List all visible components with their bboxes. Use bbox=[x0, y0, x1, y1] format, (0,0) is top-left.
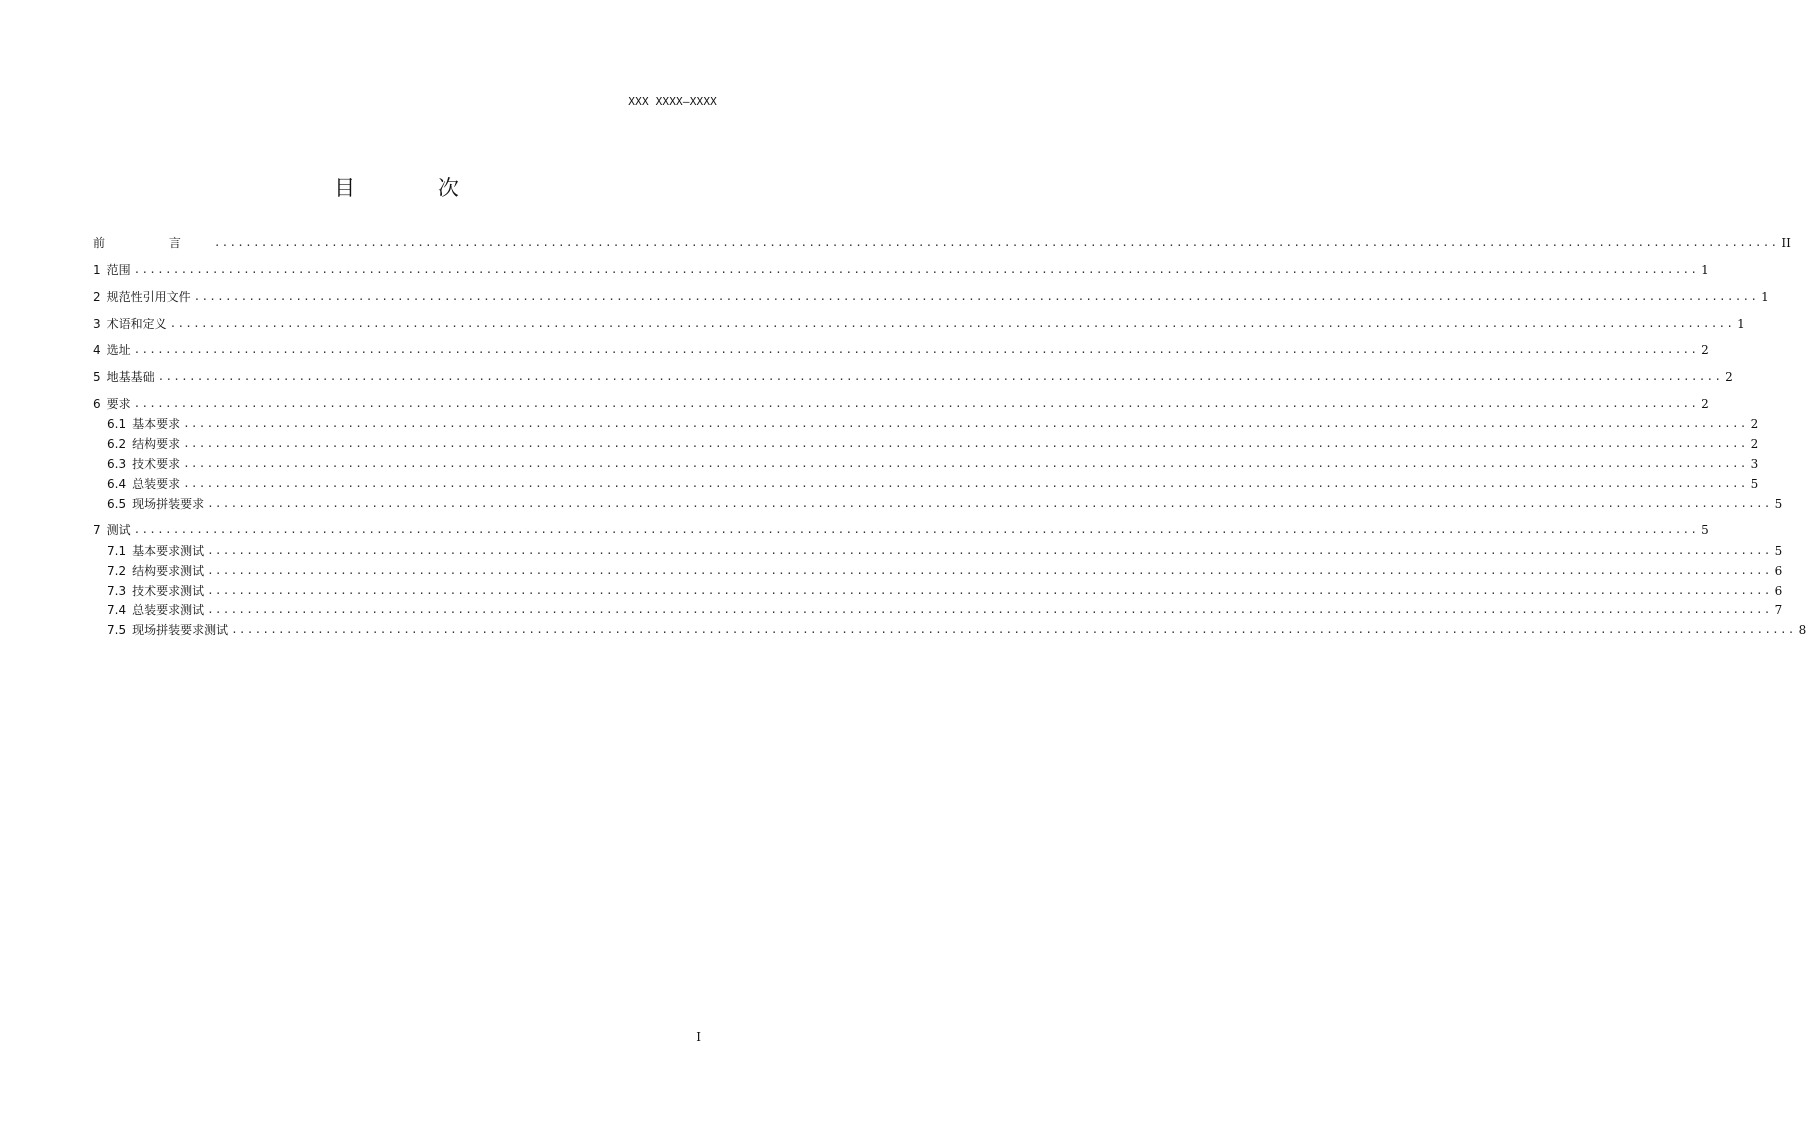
toc-entry[interactable] bbox=[107, 562, 1783, 578]
toc-entry[interactable] bbox=[93, 395, 1709, 411]
toc-leader-dots: ........................................................................................................................................................................................................ bbox=[231, 623, 1796, 636]
toc-entry-label: 要求 bbox=[106, 397, 131, 411]
toc-entry-label: 结构要求测试 bbox=[132, 564, 205, 578]
toc-entry-page: 6 bbox=[1774, 584, 1783, 598]
toc-entry[interactable] bbox=[107, 582, 1783, 598]
toc-entry[interactable] bbox=[93, 288, 1769, 304]
toc-entry-number: 5 bbox=[93, 370, 101, 384]
toc-entry-number: 1 bbox=[93, 263, 101, 277]
toc-entry-label: 范围 bbox=[106, 263, 131, 277]
toc-leader-dots: ........................................................................................................................................................................................................ bbox=[183, 417, 1748, 430]
toc-entry-number: 3 bbox=[93, 317, 101, 331]
toc-entry-number: 6 bbox=[93, 397, 101, 411]
toc-entry-page: 3 bbox=[1750, 457, 1759, 471]
toc-entry[interactable] bbox=[93, 341, 1709, 357]
toc-leader-dots: ........................................................................................................................................................................................................ bbox=[133, 263, 1699, 276]
toc-entry[interactable] bbox=[93, 261, 1709, 277]
toc-entry-label: 技术要求测试 bbox=[132, 584, 205, 598]
toc-leader-dots: ........................................................................................................................................................................................................ bbox=[213, 236, 1779, 249]
toc-entry[interactable] bbox=[107, 542, 1783, 558]
toc-leader-dots: ........................................................................................................................................................................................................ bbox=[207, 544, 1772, 557]
toc-entry-number: 2 bbox=[93, 290, 101, 304]
page-number: I bbox=[696, 1030, 701, 1044]
toc-leader-dots: ........................................................................................................................................................................................................ bbox=[169, 317, 1735, 330]
toc-leader-dots: ........................................................................................................................................................................................................ bbox=[183, 457, 1748, 470]
toc-leader-dots: ........................................................................................................................................................................................................ bbox=[207, 584, 1772, 597]
toc-entry-number: 7.1 bbox=[107, 544, 127, 558]
toc-entry-label: 地基基础 bbox=[106, 370, 155, 384]
toc-entry-number: 6.2 bbox=[107, 437, 127, 451]
toc-entry-number: 6.5 bbox=[107, 497, 127, 511]
toc-entry-page: 1 bbox=[1761, 290, 1769, 304]
toc-entry-label: 选址 bbox=[106, 343, 131, 357]
toc-entry[interactable] bbox=[107, 601, 1783, 617]
document-code: XXX XXXX—XXXX bbox=[628, 95, 717, 108]
toc-entry-number: 7.4 bbox=[107, 603, 127, 617]
toc-entry-number: 6.1 bbox=[107, 417, 127, 431]
toc-leader-dots: ........................................................................................................................................................................................................ bbox=[207, 497, 1772, 510]
toc-entry-label: 总装要求 bbox=[132, 477, 181, 491]
toc-entry[interactable] bbox=[107, 475, 1759, 491]
toc-entry-page: 6 bbox=[1774, 564, 1783, 578]
toc-entry-page: 2 bbox=[1750, 417, 1759, 431]
toc-entry-label: 现场拼装要求测试 bbox=[132, 623, 229, 637]
toc-entry-page: 2 bbox=[1701, 343, 1709, 357]
toc-entry[interactable] bbox=[107, 621, 1806, 637]
toc-leader-dots: ........................................................................................................................................................................................................ bbox=[207, 603, 1772, 616]
toc-entry-number: 6.4 bbox=[107, 477, 127, 491]
toc-entry[interactable] bbox=[107, 455, 1759, 471]
toc-entry[interactable] bbox=[93, 315, 1745, 331]
toc-title: 目 次 bbox=[334, 176, 497, 200]
toc-entry-page: 1 bbox=[1701, 263, 1709, 277]
toc-entry-label: 基本要求 bbox=[132, 417, 181, 431]
toc-entry-label: 基本要求测试 bbox=[132, 544, 205, 558]
toc-entry[interactable] bbox=[107, 495, 1783, 511]
toc-entry-label: 技术要求 bbox=[132, 457, 181, 471]
toc-entry-page: 1 bbox=[1737, 317, 1745, 331]
toc-entry-number: 7.2 bbox=[107, 564, 127, 578]
toc-entry-label: 结构要求 bbox=[132, 437, 181, 451]
toc-entry-page: 5 bbox=[1701, 523, 1709, 537]
toc-entry-label: 测试 bbox=[106, 523, 131, 537]
toc-leader-dots: ........................................................................................................................................................................................................ bbox=[133, 523, 1699, 536]
toc-leader-dots: ........................................................................................................................................................................................................ bbox=[193, 290, 1759, 303]
toc-entry-page: 5 bbox=[1774, 497, 1783, 511]
toc-entry-page: 7 bbox=[1774, 603, 1783, 617]
toc-entry-label: 术语和定义 bbox=[106, 317, 167, 331]
toc-entry-page: 2 bbox=[1750, 437, 1759, 451]
toc-entry-label: 规范性引用文件 bbox=[106, 290, 191, 304]
toc-leader-dots: ........................................................................................................................................................................................................ bbox=[157, 370, 1723, 383]
toc-leader-dots: ........................................................................................................................................................................................................ bbox=[183, 477, 1748, 490]
toc-entry-page: 8 bbox=[1798, 623, 1806, 637]
toc-entry-page: II bbox=[1781, 236, 1791, 250]
toc-entry-label: 现场拼装要求 bbox=[132, 497, 205, 511]
toc-entry-page: 2 bbox=[1701, 397, 1709, 411]
toc-entry-page: 2 bbox=[1725, 370, 1733, 384]
toc-leader-dots: ........................................................................................................................................................................................................ bbox=[133, 397, 1699, 410]
toc-leader-dots: ........................................................................................................................................................................................................ bbox=[207, 564, 1772, 577]
toc-entry-number: 4 bbox=[93, 343, 101, 357]
toc-entry[interactable] bbox=[107, 415, 1759, 431]
toc-entry-number: 7.5 bbox=[107, 623, 127, 637]
toc-entry-label: 前 言 bbox=[93, 236, 211, 250]
toc-entry-number: 6.3 bbox=[107, 457, 127, 471]
toc-entry-page: 5 bbox=[1774, 544, 1783, 558]
toc-entry[interactable] bbox=[107, 435, 1759, 451]
toc-entry-page: 5 bbox=[1750, 477, 1759, 491]
toc-entry-number: 7 bbox=[93, 523, 101, 537]
toc-leader-dots: ........................................................................................................................................................................................................ bbox=[183, 437, 1748, 450]
toc-entry-label: 总装要求测试 bbox=[132, 603, 205, 617]
toc-entry-number: 7.3 bbox=[107, 584, 127, 598]
toc-leader-dots: ........................................................................................................................................................................................................ bbox=[133, 343, 1699, 356]
toc-entry[interactable] bbox=[93, 234, 1791, 250]
toc-entry[interactable] bbox=[93, 521, 1709, 537]
toc-entry[interactable] bbox=[93, 368, 1733, 384]
